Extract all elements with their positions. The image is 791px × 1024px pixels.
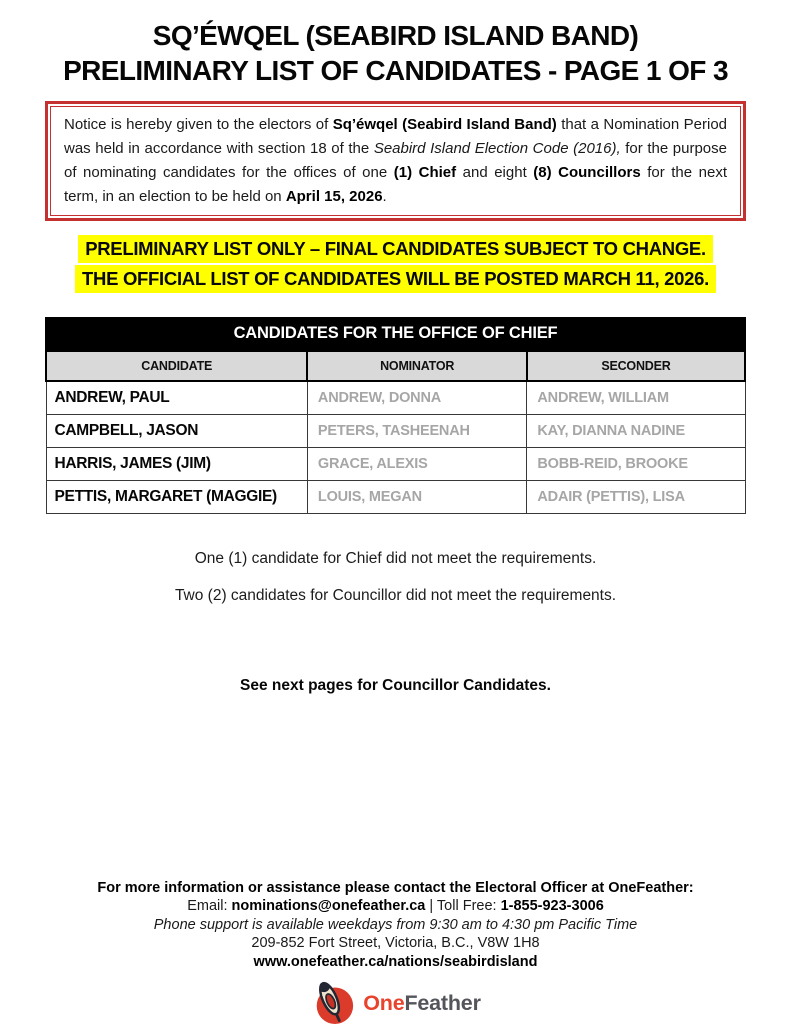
column-header-seconder: SECONDER xyxy=(527,351,745,381)
notice-segment: for the next term, in an election to be held on xyxy=(64,164,727,205)
candidate-cell: CAMPBELL, JASON xyxy=(46,414,307,447)
candidate-cell: PETTIS, MARGARET (MAGGIE) xyxy=(46,480,307,513)
candidate-cell: HARRIS, JAMES (JIM) xyxy=(46,447,307,480)
notice-segment: that a Nomination Period was held in accordance with section 18 of the xyxy=(64,116,728,157)
notice-chief-count: (1) Chief xyxy=(393,164,457,181)
website-url: www.onefeather.ca/nations/seabirdisland xyxy=(253,953,538,970)
notice-election-date: April 15, 2026 xyxy=(285,188,383,205)
notice-segment: for the purpose of nominating candidates for the offices of one xyxy=(64,140,727,181)
onefeather-logo xyxy=(0,974,791,1024)
brand-feather: Feather xyxy=(404,990,481,1015)
email-label: Email: xyxy=(187,898,232,914)
preliminary-alert xyxy=(0,233,791,293)
footer-contact-block xyxy=(0,879,791,972)
notice-segment: . xyxy=(382,188,387,205)
notice-election-code: Seabird Island Election Code (2016), xyxy=(373,140,621,157)
next-pages-note: See next pages for Councillor Candidates. xyxy=(240,676,551,694)
notice-box xyxy=(45,101,746,221)
notice-band-name: Sq’éwqel (Seabird Island Band) xyxy=(332,116,557,133)
column-header-nominator: NOMINATOR xyxy=(307,351,526,381)
notice-segment: Notice is hereby given to the electors of xyxy=(64,116,333,133)
nominator-cell: GRACE, ALEXIS xyxy=(307,447,526,480)
contact-heading: For more information or assistance please contact the Electoral Officer at OneFeather: xyxy=(97,879,694,896)
councillor-requirements-note: Two (2) candidates for Councillor did not meet the requirements. xyxy=(174,586,617,604)
brand-wordmark xyxy=(363,985,480,1016)
phone-number: 1-855-923-3006 xyxy=(500,898,604,914)
column-header-candidate: CANDIDATE xyxy=(46,351,307,381)
street-address: 209-852 Fort Street, Victoria, B.C., V8W 1H8 xyxy=(251,935,540,951)
chief-candidates-table xyxy=(45,317,746,514)
seconder-cell: ANDREW, WILLIAM xyxy=(527,381,745,414)
seconder-cell: ADAIR (PETTIS), LISA xyxy=(527,480,745,513)
contact-line xyxy=(0,897,791,916)
toll-free-label: | Toll Free: xyxy=(425,898,501,914)
notice-text xyxy=(64,113,727,209)
feather-icon xyxy=(310,974,356,1024)
table-row xyxy=(46,480,745,513)
table-row xyxy=(46,381,745,414)
column-header-row xyxy=(46,351,745,381)
page-title xyxy=(0,0,791,88)
table-row xyxy=(46,414,745,447)
title-line-1: SQ’ÉWQEL (SEABIRD ISLAND BAND) xyxy=(152,20,639,51)
nominator-cell: ANDREW, DONNA xyxy=(307,381,526,414)
seconder-cell: KAY, DIANNA NADINE xyxy=(527,414,745,447)
chief-requirements-note: One (1) candidate for Chief did not meet the requirements. xyxy=(194,549,597,567)
brand-one: One xyxy=(363,990,405,1015)
candidate-cell: ANDREW, PAUL xyxy=(46,381,307,414)
notice-box-inner xyxy=(50,106,741,216)
candidates-table xyxy=(45,350,746,514)
table-row xyxy=(46,447,745,480)
nominator-cell: PETERS, TASHEENAH xyxy=(307,414,526,447)
title-line-2: PRELIMINARY LIST OF CANDIDATES - PAGE 1 OF 3 xyxy=(63,55,728,86)
notice-councillor-count: (8) Councillors xyxy=(533,164,641,181)
notice-segment: and eight xyxy=(456,164,534,181)
email-address: nominations@onefeather.ca xyxy=(231,898,426,914)
alert-line-2: THE OFFICIAL LIST OF CANDIDATES WILL BE POSTED MARCH 11, 2026. xyxy=(75,265,716,293)
alert-line-1: PRELIMINARY LIST ONLY – FINAL CANDIDATES SUBJECT TO CHANGE. xyxy=(78,235,713,263)
seconder-cell: BOBB-REID, BROOKE xyxy=(527,447,745,480)
table-title-bar: CANDIDATES FOR THE OFFICE OF CHIEF xyxy=(45,317,746,350)
nominator-cell: LOUIS, MEGAN xyxy=(307,480,526,513)
support-hours: Phone support is available weekdays from 9:30 am to 4:30 pm Pacific Time xyxy=(153,916,638,933)
